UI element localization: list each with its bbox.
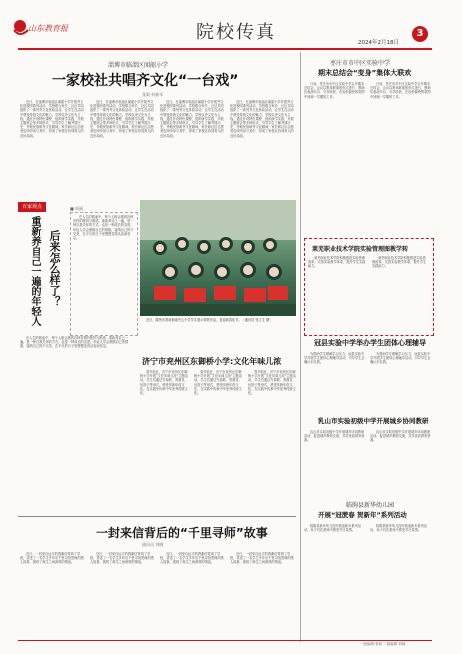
right-a5-body-col1 [304,524,366,624]
lower-body-text-3: 春节临近，济宁市兖州区东御桥小学开展“文化年味儿浓”主题活动，学生们通过写春联、剪窗花、包饺子等形式，感受传统年俗文化，在实践中传承中华优秀传统文化。 [248,370,296,396]
right-a2-text-2: 莱芜职业技术学院积极推进实验管理改革，完善实验教学体系，提升学生实践能力。 [372,256,427,269]
masthead-rule [18,48,432,50]
opinion-body-text-2: 在人生的旅途中，每个人都会遇到各种各样的挫折与困惑。重新养自己一遍，是一种自我关怀的方式，也是一种成长的态度。年轻人学会照顾自己的情绪，接纳自己的不完美，在平凡的日子里慢慢变得从容而坚定。 [20,336,129,349]
opinion-title-b: 重新养自己一遍的年轻人 [29,216,40,326]
bottom-body-text-3: 近日，一封来自远方的感谢信寄到了学校，讲述了一名学生多年后千里寻找恩师的感人故事，展现了师生之间深厚的情谊。 [160,552,224,565]
bottom-body-text-2: 近日，一封来自远方的感谢信寄到了学校，讲述了一名学生多年后千里寻找恩师的感人故事，展现了师生之间深厚的情谊。 [90,552,154,565]
lower-headline: 济宁市兖州区东御桥小学:文化年味儿浓 [142,357,282,366]
photo-students-illustration [140,200,296,316]
page-number: 3 [416,28,424,39]
main-body-col1 [20,100,84,194]
page-number-badge [412,26,428,42]
right-a2-text-1: 莱芜职业技术学院积极推进实验管理改革，完善实验教学体系，提升学生实践能力。 [308,256,366,269]
opinion-body-text: 在人生的旅途中，每个人都会遇到各种各样的挫折与困惑。重新养自己一遍，是一种自我关怀的方式，也是一种成长的态度。年轻人学会照顾自己的情绪，接纳自己的不完美，在平凡的日子里慢慢变得从容而坚定。 [73,215,134,241]
lower-body-col1 [140,370,190,510]
right-a3-text-1: 为帮助学生缓解学习压力，冠县实验中学开展学生团体心理辅导活动，引导学生正确认识自我。 [304,352,365,365]
opinion-tag-label: 百家观点 [21,204,42,210]
right-a2-body-col1 [308,256,366,330]
main-body-text-3: 近日，在淄博市临淄区闻韶小学开展齐文化进校园系列活动，学校联合家长、社区共同组织了一系列齐文化体验活动，让学生在活动中感受传统文化的魅力。学校以齐文化为主线，通过开设特色课程、组织研学实践、开展主题班会等多种形式，引导学生了解齐国历史、齐地民俗和齐文化精神，家长和社区志愿者也纷纷参与其中，形成了家校社协同育人的良好局面。 [160,100,224,138]
right-a5-body-col2 [370,524,432,624]
main-body-col2 [90,100,154,194]
right-a5-text-1: 临朐县新华幼儿园开展迎新年系列活动，孩子们在游戏中感受节日氛围。 [304,524,361,533]
footer-editors: 一版编辑 张跃 二版编辑 刘晓 [360,642,406,646]
right-a1-body-col1 [304,82,366,232]
opinion-author: ■ 周丽 [70,206,84,211]
opinion-body-continued [20,336,134,512]
right-a3-headline: 冠县实验中学举办学生团体心理辅导 [314,339,426,347]
main-body-text-4: 近日，在淄博市临淄区闻韶小学开展齐文化进校园系列活动，学校联合家长、社区共同组织了一系列齐文化体验活动，让学生在活动中感受传统文化的魅力。学校以齐文化为主线，通过开设特色课程、组织研学实践、开展主题班会等多种形式，引导学生了解齐国历史、齐地民俗和齐文化精神，家长和社区志愿者也纷纷参与其中，形成了家校社协同育人的良好局面。 [230,100,294,138]
lower-body-col3 [248,370,296,510]
main-body-text-1: 近日，在淄博市临淄区闻韶小学开展齐文化进校园系列活动，学校联合家长、社区共同组织了一系列齐文化体验活动，让学生在活动中感受传统文化的魅力。学校以齐文化为主线，通过开设特色课程、组织研学实践、开展主题班会等多种形式，引导学生了解齐国历史、齐地民俗和齐文化精神，家长和社区志愿者也纷纷参与其中，形成了家校社协同育人的良好局面。 [20,100,84,138]
main-headline: 一家校社共唱齐文化“一台戏” [52,73,239,89]
right-a1-headline: 期末总结会“变身”集体大联欢 [318,69,412,77]
bottom-headline: 一封来信背后的“千里寻师”故事 [96,526,268,540]
right-a2-headline: 莱芜职业技术学院实验管理图教学转 [312,246,409,253]
right-a4-headline: 乳山市实验初级中学开展城乡协同教研 [318,417,429,425]
bottom-body-col2 [90,552,154,640]
students-photo [140,200,296,316]
issue-date: 2024年2月18日 [358,40,399,46]
column-divider [300,52,301,642]
opinion-tag [18,202,46,212]
bottom-body-col1 [20,552,84,640]
bottom-body-text-1: 近日，一封来自远方的感谢信寄到了学校，讲述了一名学生多年后千里寻找恩师的感人故事，展现了师生之间深厚的情谊。 [20,552,84,565]
right-a5-headline: 开展“冠蔗春 贺新年”系列活动 [318,511,407,519]
right-a4-body-col1 [304,430,366,494]
right-a1-text-1: 日前，枣庄市市中区实验中学召开期末总结会，会议以集体联欢的形式进行，教师们表演节目、分享收获，在轻松愉快的氛围中回顾一学期的工作。 [304,82,365,99]
lower-body-text-1: 春节临近，济宁市兖州区东御桥小学开展“文化年味儿浓”主题活动，学生们通过写春联、剪窗花、包饺子等形式，感受传统年俗文化，在实践中传承中华优秀传统文化。 [140,370,188,396]
opinion-title-a: 后来怎么样了？ [48,230,61,307]
lower-body-text-2: 春节临近，济宁市兖州区东御桥小学开展“文化年味儿浓”主题活动，学生们通过写春联、剪窗花、包饺子等形式，感受传统年俗文化，在实践中传承中华优秀传统文化。 [194,370,242,396]
right-a3-text-2: 为帮助学生缓解学习压力，冠县实验中学开展学生团体心理辅导活动，引导学生正确认识自我。 [370,352,431,365]
right-a1-kicker: 枣庄市市中区实验中学 [330,60,391,67]
bottom-byline: 通讯员 刘晓 [142,542,164,547]
section-title: 院校传真 [196,22,276,43]
main-kicker: 淄博市临淄区闻韶小学 [108,62,169,69]
main-body-col3 [160,100,224,194]
right-a1-text-2: 日前，枣庄市市中区实验中学召开期末总结会，会议以集体联欢的形式进行，教师们表演节目、分享收获，在轻松愉快的氛围中回顾一学期的工作。 [370,82,431,99]
bottom-divider [18,516,296,517]
footer-rule [18,640,432,641]
right-a5-text-2: 临朐县新华幼儿园开展迎新年系列活动，孩子们在游戏中感受节日氛围。 [370,524,427,533]
opinion-body-box [70,212,138,336]
main-body-text-2: 近日，在淄博市临淄区闻韶小学开展齐文化进校园系列活动，学校联合家长、社区共同组织了一系列齐文化体验活动，让学生在活动中感受传统文化的魅力。学校以齐文化为主线，通过开设特色课程、组织研学实践、开展主题班会等多种形式，引导学生了解齐国历史、齐地民俗和齐文化精神，家长和社区志愿者也纷纷参与其中，形成了家校社协同育人的良好局面。 [90,100,154,138]
right-a1-body-col2 [370,82,432,232]
right-a4-text-2: 乳山市实验初级中学开展城乡协同教研活动，促进城乡教师交流，共享优质教育资源。 [370,430,431,443]
main-byline: 张莉 何新军 [142,92,164,97]
opinion-title-vertical-a [48,230,62,310]
right-a2-body-col2 [372,256,428,330]
bottom-body-col3 [160,552,224,640]
opinion-title-vertical-b [28,216,42,326]
right-a4-body-col2 [370,430,432,494]
right-a4-text-1: 乳山市实验初级中学开展城乡协同教研活动，促进城乡教师交流，共享优质教育资源。 [304,430,365,443]
photo-caption [140,318,296,336]
lower-body-col2 [194,370,244,510]
bottom-body-col4 [230,552,294,640]
paper-logo [10,18,68,38]
right-a5-kicker: 临朐县新华幼儿园 [346,502,395,509]
bottom-body-text-4: 近日，一封来自远方的感谢信寄到了学校，讲述了一名学生多年后千里寻找恩师的感人故事，展现了师生之间深厚的情谊。 [230,552,294,565]
main-body-col4 [230,100,294,194]
right-a3-body-col2 [370,352,432,410]
photo-caption-text: 近日，滕州市善南街道中心小学学生展示剪纸作品，喜迎新春佳节。（通讯员 张立生 摄） [146,318,273,322]
right-a3-body-col1 [304,352,366,410]
paper-name: 山东教育报 [28,24,68,33]
